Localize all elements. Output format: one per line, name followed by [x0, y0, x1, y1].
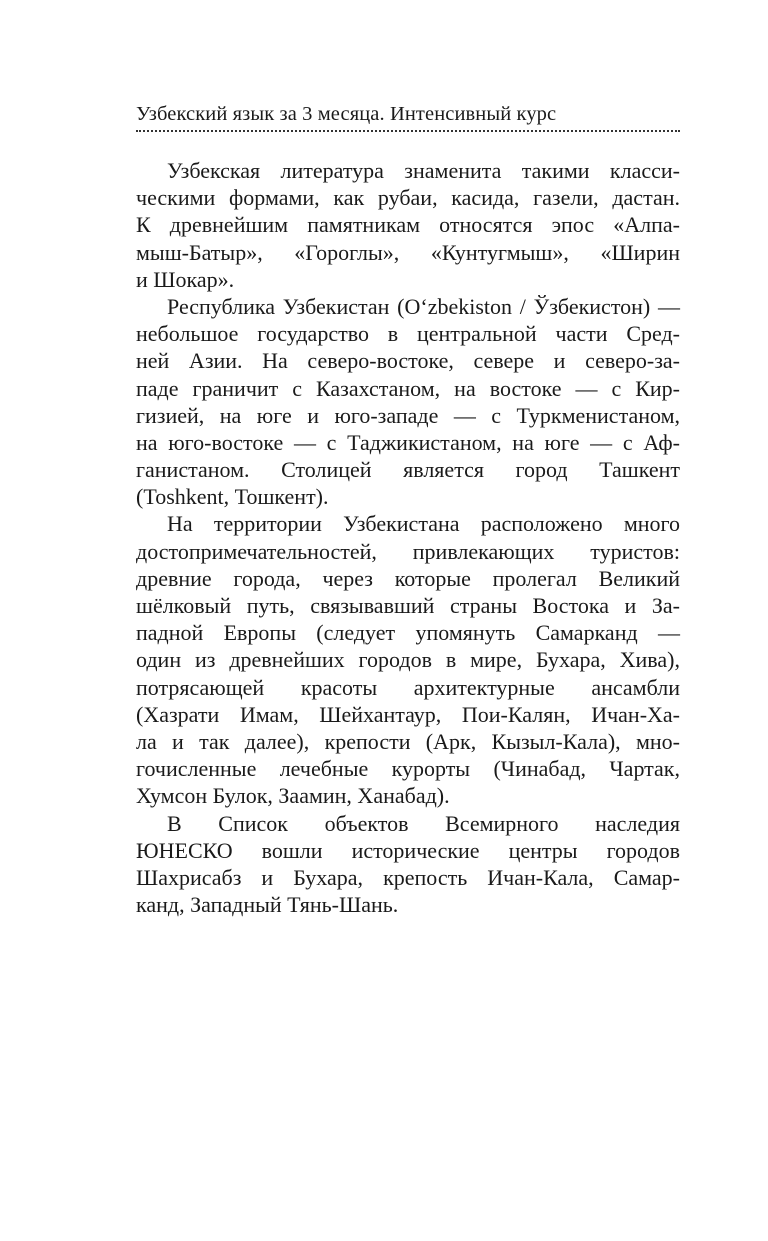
- text-line: гизией, на юге и юго-западе — с Туркменистаном,: [136, 402, 680, 428]
- text-line: на юго-востоке — с Таджикистаном, на юге — с Аф-: [136, 429, 680, 455]
- text-line: ла и так далее), крепости (Арк, Кызыл-Кала), мно-: [136, 728, 680, 754]
- text-line: Шахрисабз и Бухара, крепость Ичан-Кала, Самар-: [136, 864, 680, 890]
- text-line: древние города, через которые пролегал Великий: [136, 565, 680, 591]
- paragraph-attractions: [136, 510, 680, 809]
- paragraph-uzbek-literature: [136, 157, 680, 293]
- paragraph-republic-geography: [136, 293, 680, 511]
- text-line: На территории Узбекистана расположено много: [167, 511, 680, 537]
- running-header-title: Узбекский язык за 3 месяца. Интенсивный курс: [136, 103, 557, 125]
- text-line: канд, Западный Тянь-Шань.: [136, 892, 399, 918]
- text-line: достопримечательностей, привлекающих туристов:: [136, 538, 680, 564]
- text-line: В Список объектов Всемирного наследия: [167, 810, 680, 836]
- text-line: мыш-Батыр», «Гороглы», «Кунтугмыш», «Ширин: [136, 239, 680, 265]
- text-line: Узбекская литература знаменита такими класси-: [167, 158, 680, 183]
- text-line: потрясающей красоты архитектурные ансамбли: [136, 674, 680, 700]
- text-line: Республика Узбекистан (O‘zbekiston / Ўзбекистон) —: [167, 293, 680, 319]
- text-line: гочисленные лечебные курорты (Чинабад, Чартак,: [136, 756, 680, 782]
- text-line: К древнейшим памятникам относятся эпос «Алпа-: [136, 212, 680, 238]
- text-line: паде граничит с Казахстаном, на востоке — с Кир-: [136, 375, 680, 401]
- text-line: ней Азии. На северо-востоке, севере и северо-за-: [136, 348, 680, 374]
- text-line: один из древнейших городов в мире, Бухара, Хива),: [136, 647, 680, 673]
- text-line: (Хазрати Имам, Шейхантаур, Пои-Калян, Ичан-Ха-: [136, 701, 680, 727]
- text-line: небольшое государство в центральной части Сред-: [136, 321, 680, 347]
- text-line: Хумсон Булок, Заамин, Ханабад).: [136, 783, 450, 809]
- page-body-text: [136, 157, 680, 918]
- text-line: ганистаном. Столицей является город Ташкент: [136, 457, 680, 483]
- text-line: ЮНЕСКО вошли исторические центры городов: [136, 837, 680, 863]
- text-line: падной Европы (следует упомянуть Самарканд —: [136, 620, 680, 646]
- text-line: ческими формами, как рубаи, касида, газели, дастан.: [136, 185, 680, 211]
- header-dotted-rule: [136, 130, 680, 132]
- paragraph-unesco-heritage: [136, 810, 680, 919]
- text-line: шёлковый путь, связывавший страны Востока и За-: [136, 593, 680, 618]
- text-line: (Toshkent, Тошкент).: [136, 484, 329, 510]
- text-line: и Шокар».: [136, 266, 235, 292]
